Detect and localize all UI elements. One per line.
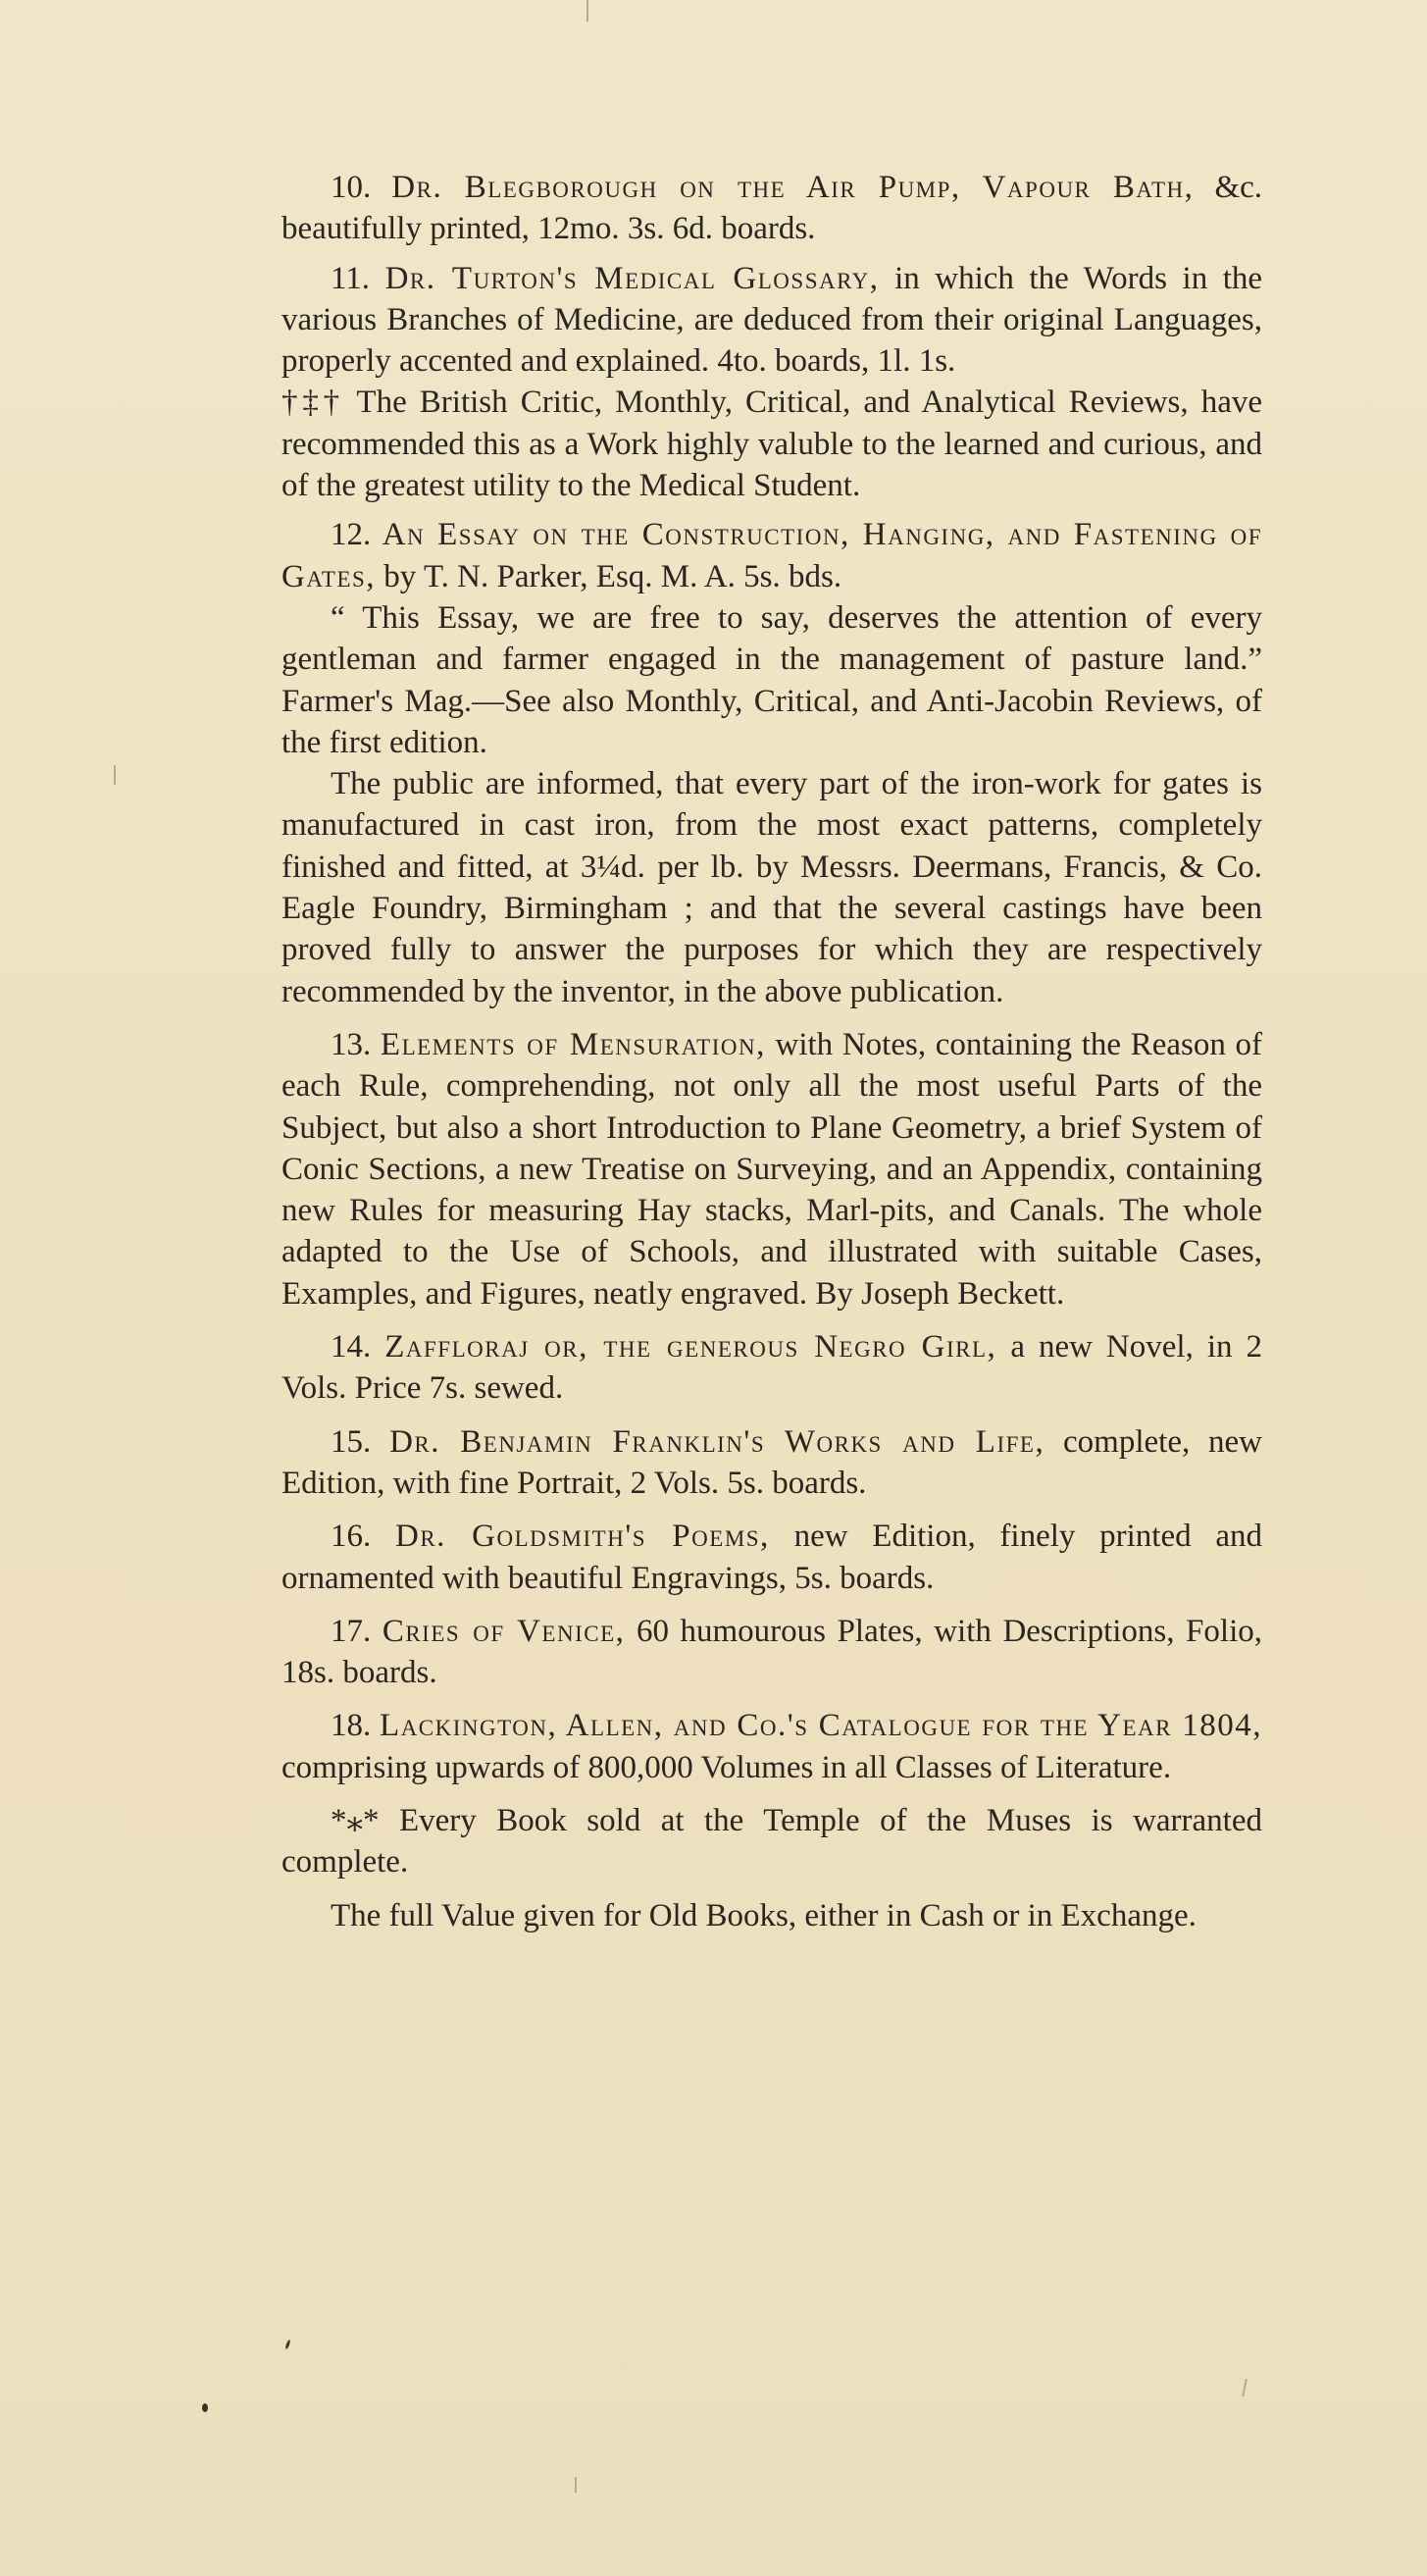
- entry-13: [281, 1024, 1262, 1314]
- entry-number: 16.: [331, 1519, 372, 1555]
- entry-title: Dr. Benjamin Franklin's Works and Life,: [389, 1423, 1045, 1460]
- entry-body: comprising upwards of 800,000 Volumes in all Classes of Literature.: [281, 1749, 1172, 1785]
- catalogue-text: [281, 167, 1262, 1936]
- entry-title: Dr. Blegborough on the Air Pump, Vapour Bath,: [391, 170, 1195, 205]
- ink-speck: [284, 2340, 290, 2349]
- entry-body: by T. N. Parker, Esq. M. A. 5s. bds.: [383, 558, 842, 594]
- entry-body: with Notes, containing the Reason of each Rule, comprehending, not only all the most useful Parts of the Subject, but also a short Introduction to Plane Geometry, a brief System of Conic Sections, a new Treatise on Surveying, and an Appendix, containing new Rules for measuring Hay stacks, Marl-pits, and Canals. The whole adapted to the Use of Schools, and illustrated with suitable Cases, Examples, and Figures, neatly engraved. By Joseph Beckett.: [281, 1026, 1262, 1312]
- paper-fleck: [586, 0, 588, 22]
- entry-body: 60 humourous Plates, with Descriptions, Folio, 18s. boards.: [281, 1613, 1262, 1691]
- paper-fleck: [575, 2477, 577, 2493]
- entry-11: [281, 258, 1262, 383]
- entry-title: Dr. Goldsmith's Poems,: [395, 1519, 770, 1555]
- entry-title: Zaffloraj or, the generous Negro Girl,: [384, 1329, 997, 1365]
- entry-15: [281, 1421, 1262, 1505]
- entry-title: Dr. Turton's Medical Glossary,: [384, 260, 880, 296]
- entry-title: Cries of Venice,: [382, 1613, 626, 1649]
- entry-14: [281, 1326, 1262, 1410]
- entry-number: 15.: [331, 1423, 372, 1460]
- entry-12-quote: “ This Essay, we are free to say, deserves the attention of every gentleman and farmer engaged in the management of pasture land.” Farmer's Mag.—See also Monthly, Critical, and Anti-Jacobin Reviews, of the first edition.: [281, 599, 1262, 760]
- entry-17: [281, 1611, 1262, 1694]
- entry-number: 12.: [331, 517, 372, 553]
- entry-number: 13.: [331, 1026, 372, 1062]
- entry-18: [281, 1705, 1262, 1788]
- paper-fleck: [1242, 2379, 1248, 2396]
- entry-title: An Essay on the Construction, Hanging, and Fastening of Gates,: [281, 517, 1263, 594]
- entry-body: complete, new Edition, with fine Portrait, 2 Vols. 5s. boards.: [281, 1423, 1262, 1501]
- entry-12-notice: The public are informed, that every part of the iron-work for gates is manufactured in cast iron, from the most exact patterns, completely finished and fitted, at 3¼d. per lb. by Messrs. Deermans, Francis, & Co. Eagle Foundry, Birmingham ; and that the several castings have been proved fully to answer the purposes for which they are respectively recommended by the inventor, in the above publication.: [281, 766, 1262, 1009]
- entry-12: [281, 514, 1262, 597]
- entry-10: [281, 167, 1262, 250]
- entry-11-review-note: †‡† The British Critic, Monthly, Critical, and Analytical Reviews, have recommended this as a Work highly valuble to the learned and curious, and of the greatest utility to the Medical Student.: [281, 385, 1262, 504]
- entry-title: Elements of Mensuration,: [380, 1026, 766, 1062]
- entry-body: new Edition, finely printed and ornamented with beautiful Engravings, 5s. boards.: [281, 1519, 1263, 1596]
- entry-body: a new Novel, in 2 Vols. Price 7s. sewed.: [281, 1329, 1262, 1407]
- paper-fleck: [114, 765, 116, 785]
- entry-number: 17.: [331, 1613, 372, 1649]
- entry-number: 14.: [331, 1329, 372, 1365]
- entry-body: &c. beautifully printed, 12mo. 3s. 6d. boards.: [281, 170, 1263, 247]
- entry-body: in which the Words in the various Branches of Medicine, are deduced from their original Languages, properly accented and explained. 4to. boards, 1l. 1s.: [281, 260, 1263, 380]
- exchange-notice: The full Value given for Old Books, either in Cash or in Exchange.: [331, 1897, 1197, 1933]
- entry-number: 10.: [331, 170, 372, 205]
- warranty-notice: *⁎* Every Book sold at the Temple of the Muses is warranted complete.: [281, 1802, 1262, 1880]
- entry-title: Lackington, Allen, and Co.'s Catalogue for the Year 1804,: [380, 1708, 1263, 1744]
- entry-number: 11.: [331, 260, 371, 296]
- entry-16: [281, 1516, 1262, 1599]
- entry-number: 18.: [331, 1708, 372, 1744]
- ink-speck: [202, 2403, 208, 2412]
